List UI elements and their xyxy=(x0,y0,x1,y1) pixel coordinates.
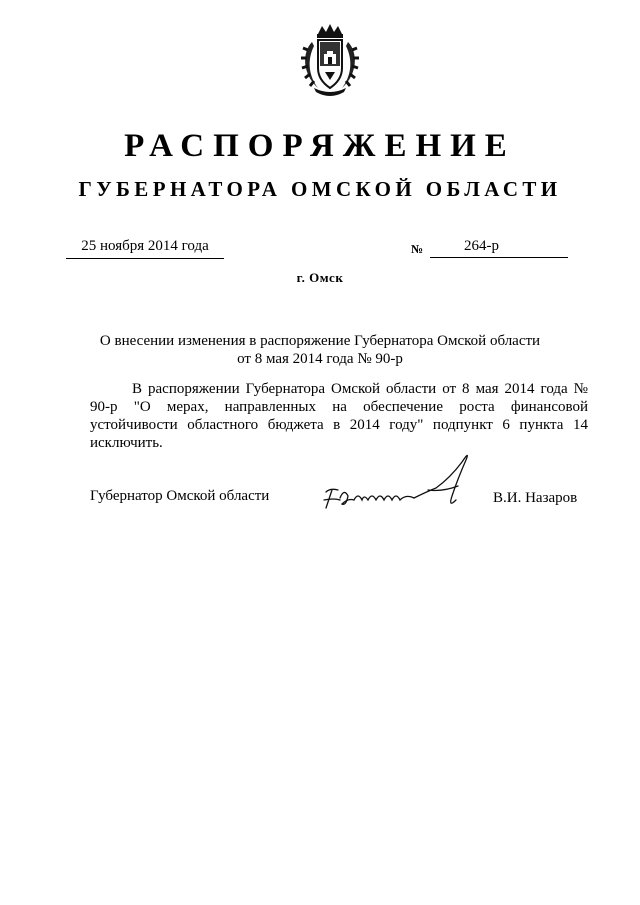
coat-of-arms-icon xyxy=(298,22,362,98)
heading-line-1: О внесении изменения в распоряжение Губернатора Омской области xyxy=(99,333,541,349)
document-subtitle: ГУБЕРНАТОРА ОМСКОЙ ОБЛАСТИ xyxy=(78,177,562,201)
document-date: 25 ноября 2014 года xyxy=(66,236,224,259)
signer-name: В.И. Назаров xyxy=(493,490,578,506)
signer-title: Губернатор Омской области xyxy=(90,488,270,504)
document-title: РАСПОРЯЖЕНИЕ xyxy=(124,128,516,164)
document-city: г. Омск xyxy=(296,270,344,285)
document-heading xyxy=(80,332,560,368)
handwritten-signature-icon xyxy=(318,448,486,526)
heading-line-2: от 8 мая 2014 года № 90-р xyxy=(237,351,403,367)
document-body: В распоряжении Губернатора Омской области от 8 мая 2014 года № 90-р "О мерах, направленных на обеспечение роста финансовой устойчивости областного бюджета в 2014 году" подпункт 6 пункта 14 исключить. xyxy=(90,381,588,451)
document-number: 264-р xyxy=(430,236,568,258)
number-prefix: № xyxy=(411,242,424,256)
